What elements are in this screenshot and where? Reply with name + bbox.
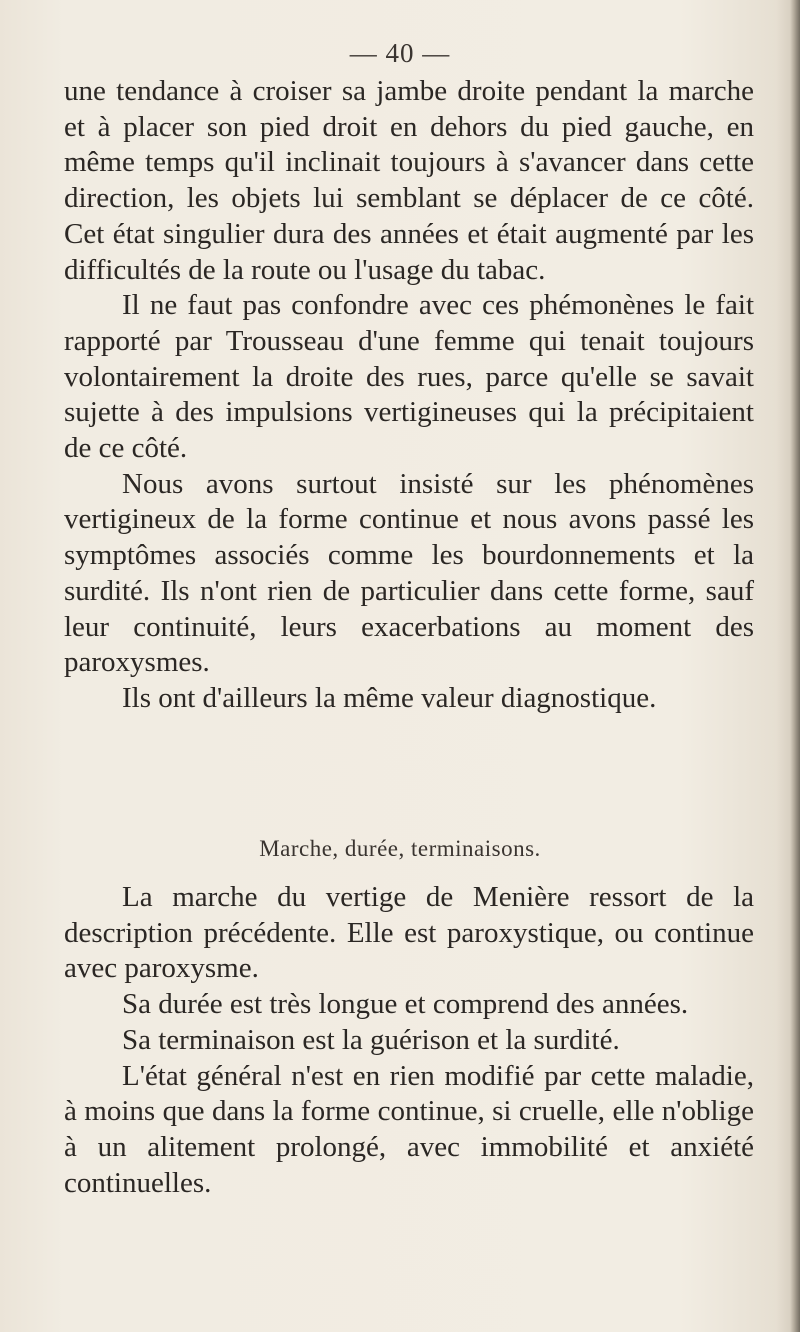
- page-edge-shadow: [790, 0, 800, 1332]
- section-heading: Marche, durée, terminaisons.: [259, 836, 541, 861]
- paragraph: Ils ont d'ailleurs la même valeur diagnostique.: [122, 681, 657, 714]
- paragraph: Nous avons surtout insisté sur les phénomènes vertigineux de la forme continue et nous avons passé les symptômes associés comme les bourdonnements et la surdité. Ils n'ont rien de particulier dans cette forme, sauf leur continuité, leurs exacerbations au moment des paroxysmes.: [64, 467, 754, 679]
- paragraph: Sa terminaison est la guérison et la surdité.: [122, 1023, 620, 1056]
- paragraph: Sa durée est très longue et comprend des années.: [122, 988, 689, 1021]
- paragraph: La marche du vertige de Menière ressort de la description précédente. Elle est paroxystique, ou continue avec paroxysme.: [64, 881, 754, 985]
- page-number: — 40 —: [349, 38, 451, 68]
- body-text: [64, 74, 754, 717]
- paragraph: L'état général n'est en rien modifié par cette maladie, à moins que dans la forme continue, si cruelle, elle n'oblige à un alitement prolongé, avec immobilité et anxiété continuelles.: [64, 1059, 754, 1199]
- paragraph: une tendance à croiser sa jambe droite pendant la marche et à placer son pied droit en dehors du pied gauche, en même temps qu'il inclinait toujours à s'avancer dans cette direction, les objets lui semblant se déplacer de ce côté. Cet état singulier dura des années et était augmenté par les difficultés de la route ou l'usage du tabac.: [64, 75, 754, 286]
- paragraph: Il ne faut pas confondre avec ces phémonènes le fait rapporté par Trousseau d'une femme qui tenait toujours volontairement la droite des rues, parce qu'elle se savait sujette à des impulsions vertigineuses qui la précipitaient de ce côté.: [64, 289, 754, 465]
- section-text: [64, 880, 754, 1201]
